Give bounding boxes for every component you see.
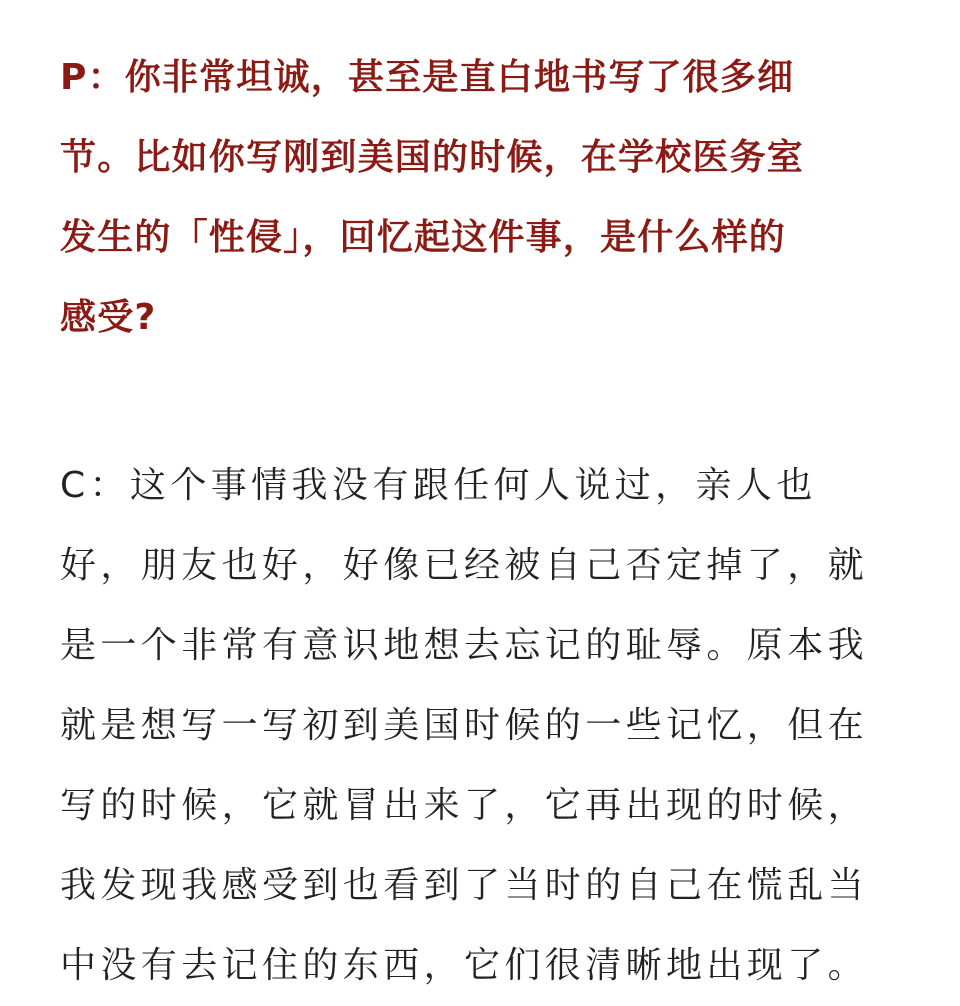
answer-line: 我发现我感受到也看到了当时的自己在慌乱当	[60, 865, 869, 906]
interview-article	[60, 38, 900, 1006]
answer-line: 中没有去记住的东西，它们很清晰地出现了。	[60, 945, 869, 986]
question-line: P：你非常坦诚，甚至是直白地书写了很多细	[60, 57, 795, 98]
question-line: 发生的「性侵」，回忆起这件事，是什么样的	[60, 217, 787, 258]
answer-paragraph	[60, 446, 900, 1006]
question-line: 感受?	[60, 297, 157, 338]
answer-line: 就是想写一写初到美国时候的一些记忆，但在	[60, 705, 869, 746]
question-paragraph	[60, 38, 900, 358]
answer-line: 是一个非常有意识地想去忘记的耻辱。原本我	[60, 625, 869, 666]
answer-line: C：这个事情我没有跟任何人说过，亲人也	[60, 465, 817, 506]
question-line: 节。比如你写刚到美国的时候，在学校医务室	[60, 137, 805, 178]
answer-line: 好，朋友也好，好像已经被自己否定掉了，就	[60, 545, 869, 586]
answer-line: 写的时候，它就冒出来了，它再出现的时候，	[60, 785, 869, 826]
